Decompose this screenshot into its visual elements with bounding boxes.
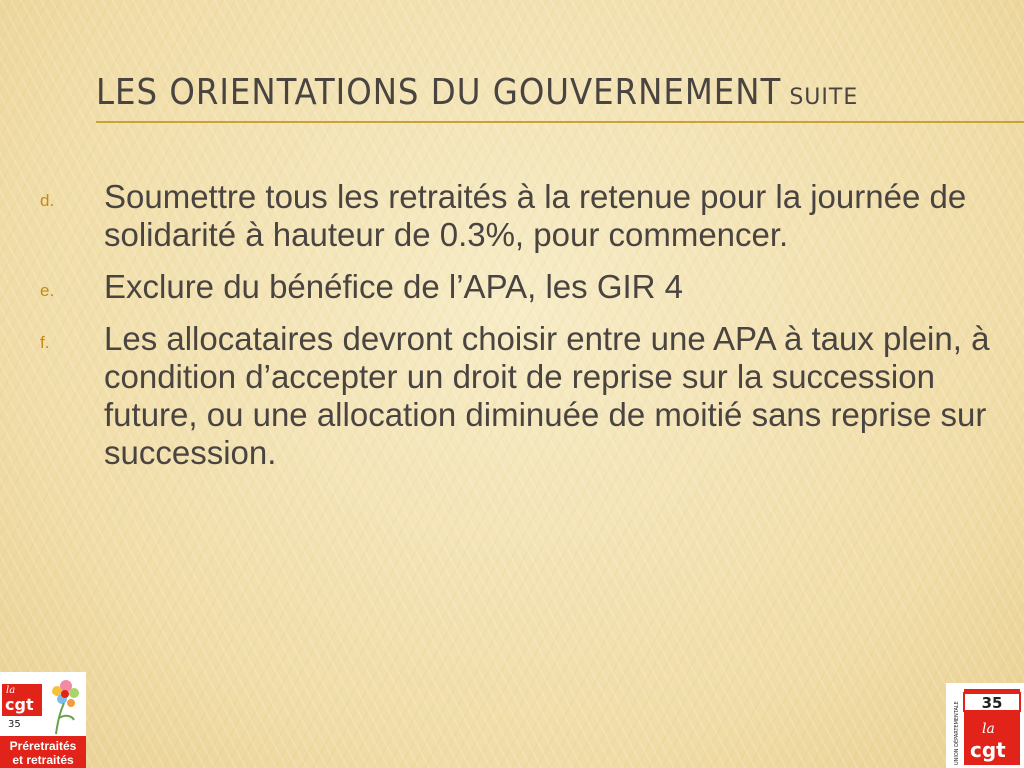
- slide-title: [96, 72, 976, 132]
- svg-text:35: 35: [981, 694, 1003, 712]
- cgt-ud35-logo-graphic: [946, 683, 1024, 768]
- svg-text:la: la: [6, 685, 16, 696]
- bullet-list: [40, 178, 990, 486]
- list-item: [40, 268, 990, 306]
- svg-text:35: 35: [8, 719, 21, 730]
- list-marker: f.: [40, 333, 50, 352]
- svg-text:cgt: cgt: [970, 738, 1006, 762]
- list-marker: d.: [40, 191, 55, 210]
- list-item: [40, 320, 990, 472]
- list-marker: e.: [40, 281, 55, 300]
- title-underline: [96, 121, 1024, 123]
- cgt-ud35-logo: [946, 683, 1024, 768]
- svg-text:UNION DÉPARTEMENTALE: UNION DÉPARTEMENTALE: [954, 701, 960, 765]
- slide-title-suffix: SUITE: [789, 85, 859, 110]
- svg-text:cgt: cgt: [5, 695, 34, 714]
- svg-text:et retraités: et retraités: [12, 753, 74, 767]
- list-item-text: Exclure du bénéfice de l’APA, les GIR 4: [104, 268, 684, 305]
- list-item-text: Les allocataires devront choisir entre une APA à taux plein, à condition d’accepter un droit de reprise sur la succession future, ou une allocation diminuée de moitié sans reprise sur succession.: [104, 320, 990, 471]
- cgt-retraites-logo: [0, 672, 86, 768]
- svg-text:Préretraités: Préretraités: [9, 739, 77, 753]
- svg-text:la: la: [982, 721, 995, 737]
- list-item-text: Soumettre tous les retraités à la retenue pour la journée de solidarité à hauteur de 0.3%, pour commencer.: [104, 178, 967, 253]
- list-item: [40, 178, 990, 254]
- cgt-retraites-logo-graphic: [0, 672, 86, 768]
- slide-title-text: LES ORIENTATIONS DU GOUVERNEMENT: [96, 72, 782, 113]
